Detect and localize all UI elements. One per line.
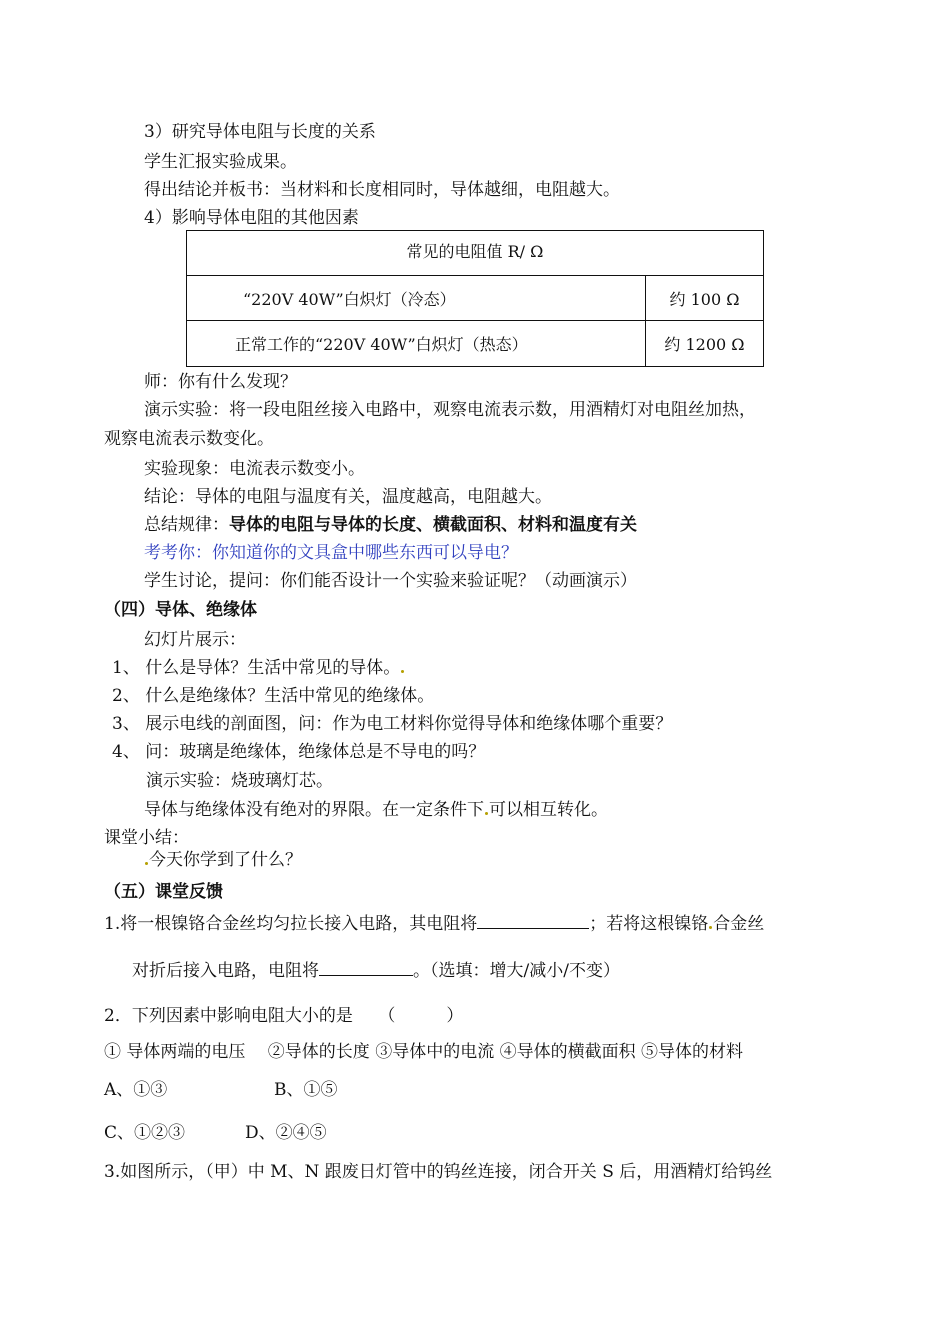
heading-section-four: （四）导体、绝缘体 [104,600,257,620]
heading-other-factors: 4）影响导体电阻的其他因素 [144,208,359,228]
summary-rule-label: 总结规律： [144,515,229,535]
answer-blank-1[interactable] [477,912,589,929]
text-summary-rule [144,515,637,535]
text-slide-show: 幻灯片展示： [144,630,246,650]
text-summary-question: 今天你学到了什么？ [144,850,302,870]
table-cell-label: 正常工作的“220V 40W”白炽灯（热态） [187,321,646,367]
text-demo-glass: 演示实验：烧玻璃灯芯。 [146,771,333,791]
option-a: A、①③ [104,1080,168,1100]
text-class-summary: 课堂小结： [104,828,189,848]
resistance-table [186,230,764,367]
mark-dot [709,926,712,929]
text-quiz-question: 考考你：你知道你的文具盒中哪些东西可以导电？ [144,543,518,563]
list-item: 1、 什么是导体？生活中常见的导体。 [112,658,405,678]
table-cell-value: 约 1200 Ω [646,321,764,367]
question-1: 1.将一根镍铬合金丝均匀拉长接入电路，其电阻将 ；若将这根镍铬 合金丝 [104,914,765,934]
table-cell-value: 约 100 Ω [646,276,764,321]
mark-dot [401,670,404,673]
text-conclusion-temperature: 结论：导体的电阻与温度有关，温度越高，电阻越大。 [144,487,552,507]
list-item: 2、 什么是绝缘体？生活中常见的绝缘体。 [112,686,435,706]
text-teacher-question: 师：你有什么发现？ [144,372,297,392]
question-3: 3.如图所示，（甲）中 M、N 跟废日灯管中的钨丝连接，闭合开关 S 后，用酒精灯给钨丝 [104,1162,773,1182]
text-demo-experiment: 演示实验：将一段电阻丝接入电路中，观察电流表示数，用酒精灯对电阻丝加热， [144,400,756,420]
answer-blank-2[interactable] [319,959,413,976]
question-1-cont: 对折后接入电路，电阻将 。（选填：增大/减小/不变） [132,961,620,981]
text-conclusion-thickness: 得出结论并板书：当材料和长度相同时，导体越细，电阻越大。 [144,180,620,200]
mark-dot [145,862,148,865]
text-student-discussion: 学生讨论，提问：你们能否设计一个实验来验证呢？（动画演示） [144,571,637,591]
text-conductor-insulator: 导体与绝缘体没有绝对的界限。在一定条件下 可以相互转化。 [144,800,608,820]
list-item: 4、 问：玻璃是绝缘体，绝缘体总是不导电的吗？ [112,742,486,762]
heading-section-five: （五）课堂反馈 [104,882,223,902]
table-cell-label: “220V 40W”白炽灯（冷态） [187,276,646,321]
text-phenomenon: 实验现象：电流表示数变小。 [144,459,365,479]
text-student-report: 学生汇报实验成果。 [144,152,297,172]
option-d: D、②④⑤ [245,1123,327,1143]
mark-dot [485,812,488,815]
summary-rule-bold: 导体的电阻与导体的长度、横截面积、材料和温度有关 [229,515,637,535]
list-item: 3、 展示电线的剖面图，问：作为电工材料你觉得导体和绝缘体哪个重要？ [112,714,673,734]
table-header: 常见的电阻值 R/ Ω [187,231,764,276]
heading-length-relation: 3）研究导体电阻与长度的关系 [144,122,376,142]
text-demo-experiment-cont: 观察电流表示数变化。 [104,429,274,449]
table-row [187,321,764,367]
question-2: 2．下列因素中影响电阻大小的是 （ ） [104,1006,464,1026]
table-row [187,276,764,321]
option-b: B、①⑤ [274,1080,338,1100]
question-2-factors: ① 导体两端的电压 ②导体的长度 ③导体中的电流 ④导体的横截面积 ⑤导体的材料 [104,1042,744,1062]
option-c: C、①②③ [104,1123,186,1143]
